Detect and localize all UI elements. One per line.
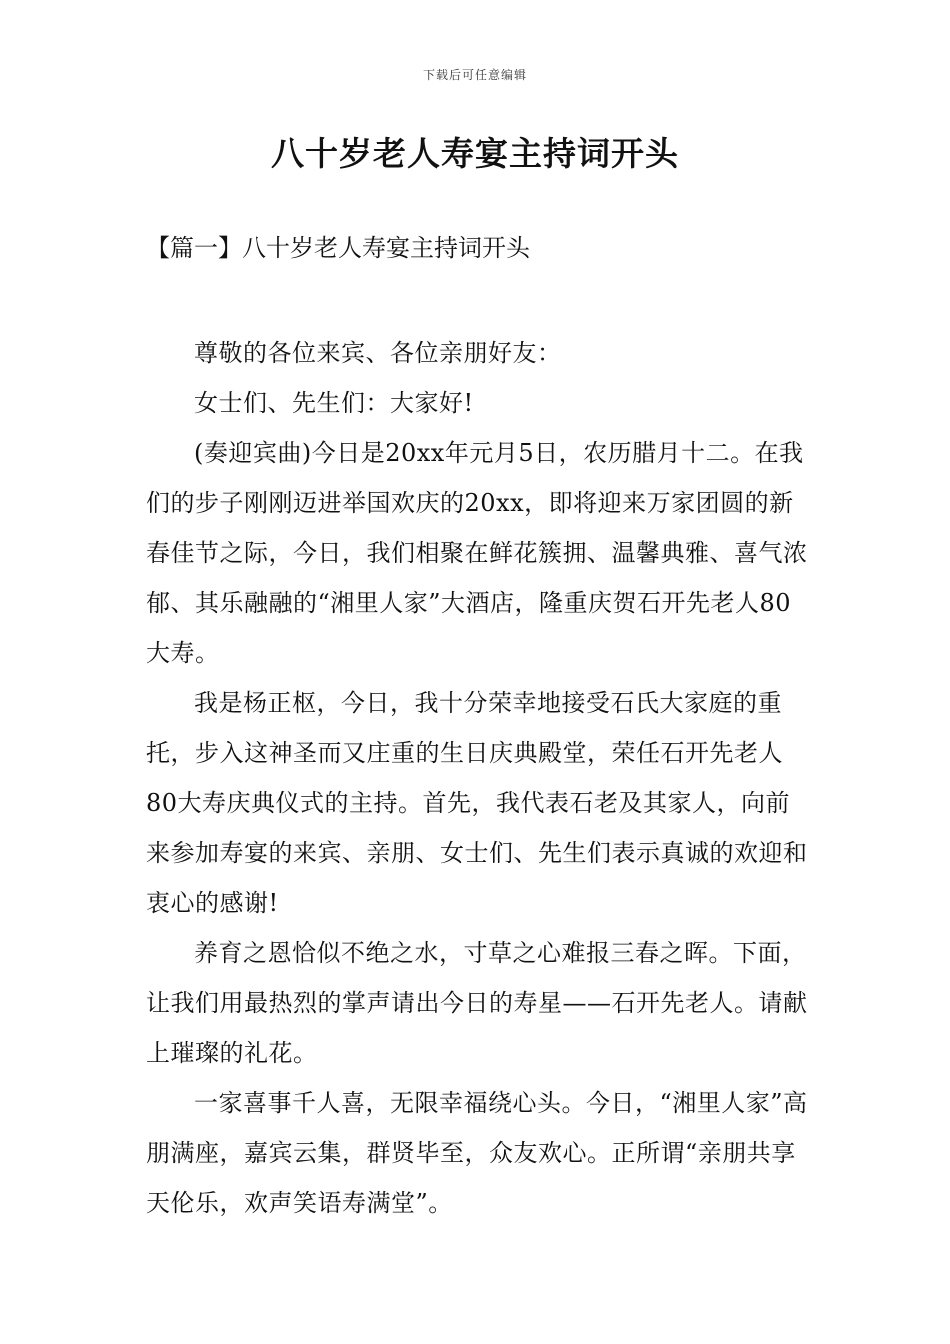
document-title: 八十岁老人寿宴主持词开头 — [271, 134, 679, 173]
paragraph-greeting: 尊敬的各位来宾、各位亲朋好友： — [194, 339, 562, 367]
paragraph-host-intro: 我是杨正枢，今日，我十分荣幸地接受石氏大家庭的重托，步入这神圣而又庄重的生日庆典殿堂，荣任石开先老人80大寿庆典仪式的主持。首先，我代表石老及其家人，向前来参加寿宴的来宾、亲朋、女士们、先生们表示真诚的欢迎和衷心的感谢! — [146, 689, 808, 917]
header-note: 下载后可任意编辑 — [422, 68, 527, 82]
paragraph-opening: (奏迎宾曲)今日是20xx年元月5日，农历腊月十二。在我们的步子刚刚迈进举国欢庆的20xx，即将迎来万家团圆的新春佳节之际，今日，我们相聚在鲜花簇拥、温馨典雅、喜气浓郁、其乐融融的“湘里人家”大酒店，隆重庆贺石开先老人80大寿。 — [146, 439, 808, 667]
document-body — [146, 328, 808, 1228]
paragraph-salutation: 女士们、先生们：大家好! — [194, 389, 474, 417]
paragraph-celebration: 一家喜事千人喜，无限幸福绕心头。今日，“湘里人家”高朋满座，嘉宾云集，群贤毕至，众友欢心。正所谓“亲朋共享天伦乐，欢声笑语寿满堂”。 — [146, 1089, 808, 1217]
section-heading: 【篇一】八十岁老人寿宴主持词开头 — [146, 234, 530, 262]
paragraph-guest-of-honor: 养育之恩恰似不绝之水，寸草之心难报三春之晖。下面，让我们用最热烈的掌声请出今日的寿星——石开先老人。请献上璀璨的礼花。 — [146, 939, 808, 1067]
